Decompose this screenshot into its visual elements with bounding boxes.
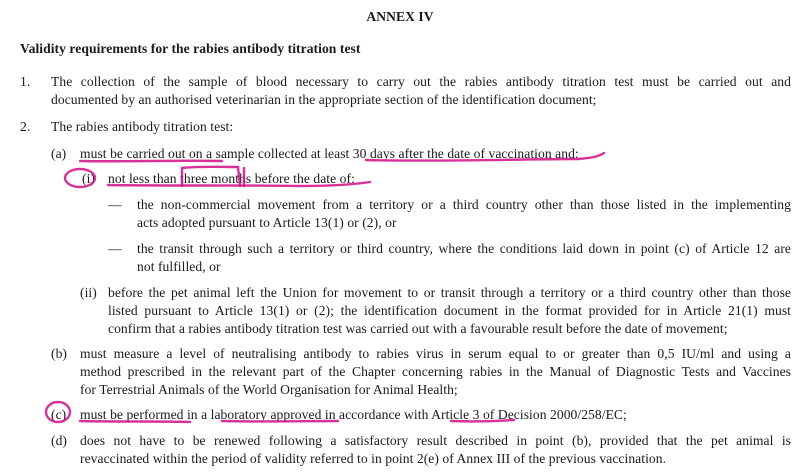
point-a-ii-line-1: before the pet animal left the Union for movement to or transit through a territory or a third country other than those [108, 285, 791, 300]
point-c-label: (c) [51, 407, 67, 422]
point-c-text: must be performed in a laboratory approved in accordance with Article 3 of Decision 2000/258/EC; [80, 407, 627, 422]
point-b-line-3: for Terrestrial Animals of the World Organisation for Animal Health; [80, 382, 458, 397]
item-1-line-1: The collection of the sample of blood necessary to carry out the rabies antibody titration test must be carried out and [51, 74, 791, 89]
point-a-i-text: not less than three months before the date of: [108, 171, 355, 186]
point-a-text: must be carried out on a sample collected at least 30 days after the date of vaccination and: [80, 146, 579, 161]
section-heading: Validity requirements for the rabies antibody titration test [20, 41, 361, 56]
item-2-number: 2. [20, 119, 31, 134]
dash-bullet-2: — [108, 241, 122, 256]
dash-bullet-1: — [108, 197, 122, 212]
point-d-label: (d) [51, 433, 68, 448]
point-b-line-1: must measure a level of neutralising antibody to rabies virus in serum equal to or greater than 0,5 IU/ml and using a [80, 346, 791, 361]
point-d-line-1: does not have to be renewed following a satisfactory result described in point (b), provided that the pet animal is [80, 433, 791, 448]
item-1-line-2: documented by an authorised veterinarian in the appropriate section of the identification document; [51, 92, 597, 107]
item-2-intro: The rabies antibody titration test: [51, 119, 234, 134]
dash-2-line-2: not fulfilled, or [137, 259, 221, 274]
dash-1-line-2: acts adopted pursuant to Article 13(1) or (2), or [137, 215, 397, 230]
point-a-label: (a) [51, 146, 67, 161]
annex-title: ANNEX IV [366, 9, 434, 24]
point-a-ii-line-2: listed pursuant to Article 13(1) or (2); the identification document in the format provided for in Article 21(1) must [108, 303, 791, 318]
dash-1-line-1: the non-commercial movement from a territory or a third country other than those listed in the implementing [137, 197, 791, 212]
point-a-ii-line-3: confirm that a rabies antibody titration test was carried out with a favourable result before the date of movement; [108, 321, 728, 336]
point-a-i-label: (i) [82, 171, 95, 186]
point-a-ii-label: (ii) [80, 285, 97, 300]
point-b-label: (b) [51, 346, 68, 361]
dash-2-line-1: the transit through such a territory or third country, where the conditions laid down in point (c) of Article 12 are [137, 241, 791, 256]
point-b-line-2: method prescribed in the relevant part of the Chapter concerning rabies in the Manual of Diagnostic Tests and Vaccines [80, 364, 791, 379]
point-d-line-2: revaccinated within the period of validity referred to in point 2(e) of Annex III of the previous vaccination. [80, 451, 667, 466]
item-1-number: 1. [20, 74, 31, 89]
